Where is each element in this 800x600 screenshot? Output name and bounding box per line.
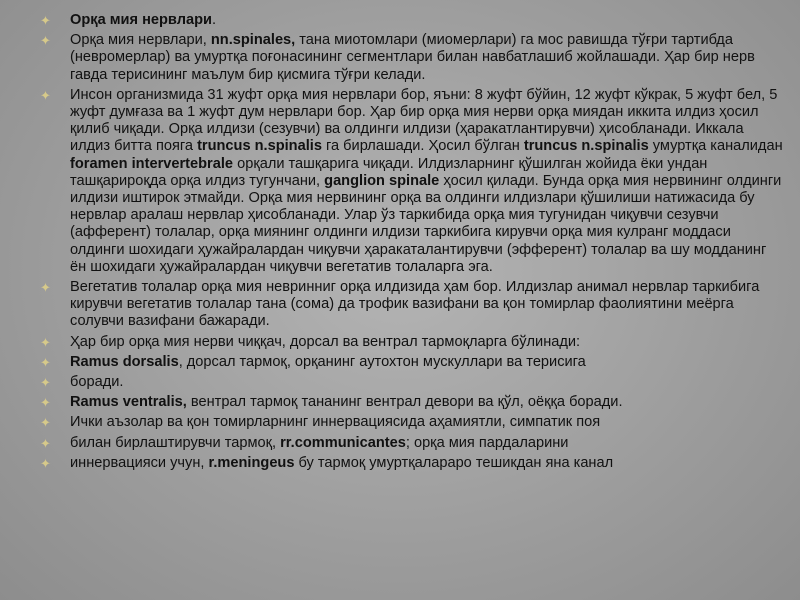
bold-term: Ramus ventralis, — [70, 394, 187, 411]
bold-term: r.meningeus — [208, 454, 295, 471]
text-run: , дорсал тармоқ, орқанинг аутохтон мускуллари ва терисига — [178, 353, 586, 370]
text-run: вентрал тармоқ тананинг вентрал девори ва қўл, оёққа боради. — [186, 394, 623, 411]
bold-term: nn.spinales, — [210, 32, 296, 49]
text-run: Инсон организмида 31 жуфт орқа мия нервлари бор, яъни: 8 жуфт бўйин, 12 жуфт кўкрак, 5 жуфт бел, 5 жуфт думғаза ва 1 жуфт дум нервлари бор. Ҳар бир орқа мия нерви орқа миядан иккита илдиз ҳосил қилиб чиқади. Орқа илдизи (сезувчи) ва олдинги илдизи (ҳаракатлантирувчи) ҳисобланади. Иккала илдиз битта пояга — [70, 86, 778, 155]
text-run: . — [211, 12, 217, 28]
text-run: боради. — [70, 374, 124, 391]
text-run: Ҳар бир орқа мия нерви чиққач, дорсал ва вентрал тармоқларга бўлинади: — [70, 333, 581, 350]
bullet-text — [70, 32, 755, 82]
bullet-item — [40, 354, 785, 371]
bullet-icon: ✦ — [40, 334, 51, 350]
bullet-text — [70, 414, 600, 430]
bullet-item — [40, 394, 785, 411]
bullet-list — [40, 12, 785, 472]
bullet-icon: ✦ — [40, 280, 51, 296]
bullet-item — [40, 32, 785, 84]
bullet-icon: ✦ — [40, 13, 51, 28]
bullet-icon: ✦ — [40, 375, 51, 391]
text-run: иннервацияси учун, — [70, 454, 209, 471]
bullet-item — [40, 374, 785, 391]
bullet-item — [40, 455, 785, 472]
bold-term: truncus n.spinalis — [197, 138, 322, 155]
bullet-item — [40, 12, 785, 29]
bullet-icon: ✦ — [40, 33, 51, 49]
bold-term: truncus n.spinalis — [523, 138, 649, 155]
bullet-item — [40, 435, 785, 452]
bullet-item — [40, 414, 785, 431]
bold-term: Орқа мия нервлари — [70, 12, 212, 28]
bold-term: Ramus dorsalis — [70, 353, 179, 370]
text-run: орқали ташқарига чиқади. Илдизларнинг қўшилган жойида ёки ундан ташқарироқда орқа илдиз тугунчани, — [70, 155, 708, 189]
bullet-item — [40, 334, 785, 351]
text-run: га бирлашади. Ҳосил бўлган — [321, 138, 524, 155]
bullet-icon: ✦ — [40, 415, 51, 431]
bullet-icon: ✦ — [40, 87, 51, 103]
bullet-item — [40, 87, 785, 276]
text-run: тана миотомлари (миомерлари) га мос равишда тўғри тартибда (невромерлар) ва умуртқа поғонасининг сегментлари билан навбатлашиб жойлашади. Ҳар бир нерв гавда терисининг маълум бир қисмига тўғри келади. — [70, 32, 755, 83]
text-run: Ички аъзолар ва қон томирларнинг иннервациясида аҳамиятли, симпатик поя — [70, 414, 601, 431]
bullet-text — [70, 394, 623, 410]
bullet-icon: ✦ — [40, 455, 51, 471]
bullet-icon: ✦ — [40, 395, 51, 411]
bullet-text — [70, 354, 586, 370]
bullet-text — [70, 334, 580, 350]
bullet-item — [40, 279, 785, 331]
bold-term: ganglion spinale — [324, 172, 440, 189]
bullet-text — [70, 374, 123, 390]
text-run: Вегетатив толалар орқа мия невринниг орқа илдизида ҳам бор. Илдизлар анимал нервлар таркибига кирувчи вегетатив толалар тана (сома) да трофик вазифани ва қон томирлар фаолиятини меёрга солувчи вазифани бажаради. — [70, 279, 760, 330]
bullet-text — [70, 455, 613, 471]
bullet-icon: ✦ — [40, 435, 51, 451]
text-run: Орқа мия нервлари, — [70, 32, 211, 49]
bullet-text — [70, 279, 759, 329]
bullet-text — [70, 435, 568, 451]
bold-term: foramen intervertebrale — [70, 155, 234, 172]
bullet-text — [70, 87, 783, 275]
text-run: ; орқа мия пардаларини — [405, 434, 569, 451]
text-run: бу тармоқ умуртқаларaро тешикдан яна канал — [294, 454, 614, 471]
slide-content — [40, 12, 785, 592]
bold-term: rr.communicantes — [280, 434, 406, 451]
bullet-icon: ✦ — [40, 354, 51, 370]
text-run: ҳосил қилади. Бунда орқа мия нервининг олдинги илдизи иштирок этмайди. Орқа мия нервининг орқа ва олдинги илдизлари қўшилиши натижасида бу нервлар аралаш нервлар ҳисобланади. Улар ўз таркибида орқа мия тугунидан чиқувчи сезувчи (афферент) толалар, орқа миянинг олдинги илдизи таркибига кирувчи орқа мия кулранг моддаси олдинги шохидаги ҳужайралардан чиқувчи ҳаракаталантирувчи (эфферент) толалар ва шу модданинг ён шохидаги ҳужайралардан чиқувчи вегетатив толаларга эга. — [70, 172, 782, 275]
text-run: билан бирлаштирувчи тармоқ, — [70, 434, 281, 451]
bullet-text — [70, 12, 216, 28]
text-run: умуртқа каналидан — [648, 138, 783, 155]
